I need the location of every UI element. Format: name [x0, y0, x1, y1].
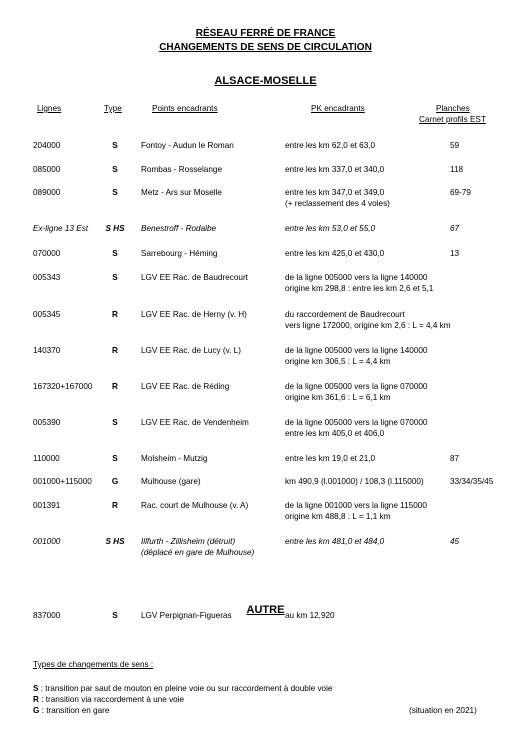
- header-pk: PK encadrants: [311, 104, 365, 113]
- type-cell-line: S HS: [105, 224, 125, 233]
- planche-cell-line: 45: [450, 537, 460, 546]
- type-cell-line: R: [112, 310, 118, 319]
- type-cell-line: S: [112, 454, 118, 463]
- points-cell: [141, 453, 207, 464]
- pk-cell-line: entre les km 425,0 et 430,0: [285, 249, 385, 258]
- points-cell: [141, 309, 247, 320]
- section-heading-autre: AUTRE: [246, 604, 285, 616]
- type-cell-line: R: [112, 382, 118, 391]
- type-cell: [100, 248, 130, 259]
- ligne-cell-line: 070000: [33, 249, 61, 258]
- planche-cell: [450, 223, 459, 234]
- points-cell: [141, 272, 248, 283]
- points-cell-line: Molsheim - Mutzig: [141, 454, 208, 463]
- planche-cell: [450, 536, 459, 547]
- pk-cell: [285, 453, 375, 464]
- type-cell-line: S: [112, 141, 118, 150]
- points-cell: [141, 381, 229, 392]
- planche-cell-line: 67: [450, 224, 460, 233]
- ligne-cell: [33, 453, 60, 464]
- type-cell-line: R: [112, 501, 118, 510]
- type-cell: [100, 610, 130, 621]
- ligne-cell-line: 085000: [33, 165, 61, 174]
- ligne-cell-line: 089000: [33, 188, 61, 197]
- pk-cell: [285, 345, 427, 367]
- planche-cell-line: 59: [450, 141, 460, 150]
- planche-cell-line: 13: [450, 249, 460, 258]
- type-cell: [100, 187, 130, 198]
- doc-title-line1: RÉSEAU FERRÉ DE FRANCE: [195, 28, 336, 39]
- points-cell: [141, 223, 216, 234]
- pk-cell-line: (+ reclassement des 4 voies): [285, 199, 390, 208]
- points-cell: [141, 140, 234, 151]
- type-cell-line: S: [112, 273, 118, 282]
- pk-cell: [285, 536, 384, 547]
- legend-text: : transition via raccordement à une voie: [38, 695, 185, 704]
- type-cell: [100, 453, 130, 464]
- pk-cell: [285, 248, 384, 259]
- type-cell: [100, 309, 130, 320]
- type-cell-line: R: [112, 346, 118, 355]
- points-cell-line: LGV EE Rac. de Réding: [141, 382, 230, 391]
- pk-cell: [285, 417, 427, 439]
- pk-cell-line: origine km 298,8 : entre les km 2,6 et 5,1: [285, 284, 434, 293]
- pk-cell-line: origine km 306,5 : L = 4,4 km: [285, 357, 391, 366]
- pk-cell-line: du raccordement de Baudrecourt: [285, 310, 405, 319]
- type-cell: [100, 164, 130, 175]
- planche-cell: [450, 140, 459, 151]
- pk-cell-line: de la ligne 005000 vers la ligne 070000: [285, 418, 428, 427]
- type-cell-line: G: [111, 477, 119, 486]
- type-cell-line: S: [112, 188, 118, 197]
- pk-cell-line: entre les km 405,0 et 406,0: [285, 429, 385, 438]
- legend-code: G: [33, 706, 40, 715]
- planche-cell-line: 87: [450, 454, 460, 463]
- doc-title-line2: CHANGEMENTS DE SENS DE CIRCULATION: [159, 42, 372, 53]
- planche-cell-line: 118: [450, 165, 464, 174]
- points-cell-line: LGV EE Rac. de Baudrecourt: [141, 273, 248, 282]
- header-points: Points encadrants: [152, 104, 218, 113]
- ligne-cell-line: 001000: [33, 537, 61, 546]
- pk-cell-line: origine km 361,6 : L = 6,1 km: [285, 393, 391, 402]
- legend-code: R: [33, 695, 39, 704]
- pk-cell-line: de la ligne 005000 vers la ligne 140000: [285, 346, 428, 355]
- type-cell-line: S: [112, 249, 118, 258]
- pk-cell-line: vers ligne 172000, origine km 2,6 : L = 4,4 km: [285, 321, 451, 330]
- planche-cell: [450, 164, 463, 175]
- type-cell: [100, 140, 130, 151]
- type-cell: [100, 500, 130, 511]
- points-cell: [141, 536, 254, 558]
- pk-cell-line: entre les km 481,0 et 484,0: [285, 537, 385, 546]
- ligne-cell-line: 140370: [33, 346, 61, 355]
- pk-cell-line: entre les km 337,0 et 340,0: [285, 165, 385, 174]
- points-cell: [141, 417, 249, 428]
- ligne-cell-line: 001391: [33, 501, 61, 510]
- type-cell-line: S: [112, 418, 118, 427]
- points-cell-line: Rac. court de Mulhouse (v. A): [141, 501, 249, 510]
- ligne-cell-line: Ex-ligne 13 Est: [33, 224, 89, 233]
- planche-cell: [450, 453, 459, 464]
- planche-cell-line: 33/34/35/45: [450, 477, 494, 486]
- ligne-cell: [33, 345, 60, 356]
- header-planches: Planches: [436, 104, 470, 113]
- header-carnet: Carnet profils EST: [419, 115, 486, 124]
- type-cell-line: S: [112, 165, 118, 174]
- pk-cell-line: de la ligne 001000 vers la ligne 115000: [285, 501, 427, 510]
- points-cell: [141, 187, 222, 198]
- legend-title: Types de changements de sens :: [33, 660, 154, 669]
- pk-cell-line: km 490,9 (l.001000) / 108,3 (l.115000): [285, 477, 424, 486]
- type-cell-line: S HS: [105, 537, 125, 546]
- type-cell-line: S: [112, 611, 118, 620]
- region-heading: ALSACE-MOSELLE: [214, 75, 317, 87]
- ligne-cell: [33, 536, 60, 547]
- ligne-cell-line: 005390: [33, 418, 61, 427]
- points-cell-line: Rombas - Rosselange: [141, 165, 223, 174]
- type-cell: [100, 381, 130, 392]
- pk-cell-line: au km 12,920: [285, 611, 335, 620]
- type-cell: [100, 345, 130, 356]
- ligne-cell-line: 005345: [33, 310, 61, 319]
- points-cell-line: Benestroff - Rodalbe: [141, 224, 217, 233]
- pk-cell-line: de la ligne 005000 vers la ligne 140000: [285, 273, 428, 282]
- ligne-cell: [33, 164, 60, 175]
- legend-item: [33, 684, 333, 694]
- situation-note: (situation en 2021): [409, 706, 477, 715]
- type-cell: [100, 272, 130, 283]
- planche-cell-line: 69-79: [450, 188, 471, 197]
- legend-text: : transition en gare: [39, 706, 110, 715]
- ligne-cell: [33, 381, 92, 392]
- points-cell-line: LGV EE Rac. de Lucy (v. L): [141, 346, 241, 355]
- pk-cell: [285, 309, 451, 331]
- points-cell-line: Sarrebourg - Héming: [141, 249, 218, 258]
- planche-cell: [450, 476, 493, 487]
- pk-cell: [285, 476, 424, 487]
- ligne-cell: [33, 187, 60, 198]
- pk-cell-line: origine km 488,8 : L = 1,1 km: [285, 512, 391, 521]
- ligne-cell-line: 837000: [33, 611, 61, 620]
- points-cell-line: Mulhouse (gare): [141, 477, 201, 486]
- legend-item: [33, 706, 109, 716]
- points-cell: [141, 248, 217, 259]
- ligne-cell-line: 110000: [33, 454, 60, 463]
- points-cell-line: (déplacé en gare de Mulhouse): [141, 548, 255, 557]
- pk-cell: [285, 187, 390, 209]
- pk-cell-line: de la ligne 005000 vers la ligne 070000: [285, 382, 428, 391]
- type-cell: [100, 536, 130, 547]
- ligne-cell: [33, 248, 60, 259]
- ligne-cell: [33, 272, 60, 283]
- ligne-cell: [33, 610, 60, 621]
- pk-cell: [285, 223, 375, 234]
- points-cell-line: Metz - Ars sur Moselle: [141, 188, 222, 197]
- points-cell: [141, 500, 248, 511]
- points-cell-line: LGV EE Rac. de Vendenheim: [141, 418, 249, 427]
- ligne-cell-line: 001000+115000: [33, 477, 92, 486]
- ligne-cell-line: 204000: [33, 141, 61, 150]
- planche-cell: [450, 248, 459, 259]
- points-cell-line: Fontoy - Audun le Roman: [141, 141, 234, 150]
- pk-cell: [285, 610, 335, 621]
- pk-cell-line: entre les km 347,0 et 349,0: [285, 188, 385, 197]
- ligne-cell: [33, 476, 92, 487]
- ligne-cell: [33, 417, 60, 428]
- type-cell: [100, 223, 130, 234]
- ligne-cell: [33, 500, 60, 511]
- header-lignes: Lignes: [37, 104, 62, 113]
- points-cell-line: Illfurth - Zillisheim (détruit): [141, 537, 236, 546]
- planche-cell: [450, 187, 471, 198]
- pk-cell-line: entre les km 53,0 et 55,0: [285, 224, 376, 233]
- legend-item: [33, 695, 184, 705]
- pk-cell-line: entre les km 19,0 et 21,0: [285, 454, 376, 463]
- pk-cell: [285, 164, 384, 175]
- ligne-cell: [33, 309, 60, 320]
- pk-cell: [285, 140, 375, 151]
- legend-code: S: [33, 684, 39, 693]
- pk-cell: [285, 381, 427, 403]
- ligne-cell-line: 005343: [33, 273, 61, 282]
- header-type: Type: [104, 104, 122, 113]
- points-cell-line: LGV EE Rac. de Herny (v. H): [141, 310, 247, 319]
- ligne-cell-line: 167320+167000: [33, 382, 93, 391]
- pk-cell: [285, 500, 427, 522]
- points-cell: [141, 476, 201, 487]
- ligne-cell: [33, 140, 60, 151]
- pk-cell-line: entre les km 62,0 et 63,0: [285, 141, 376, 150]
- points-cell-line: LGV Perpignan-Figueras: [141, 611, 232, 620]
- ligne-cell: [33, 223, 88, 234]
- type-cell: [100, 417, 130, 428]
- points-cell: [141, 164, 222, 175]
- legend-text: : transition par saut de mouton en pleine voie ou sur raccordement à double voie: [38, 684, 333, 693]
- points-cell: [141, 345, 241, 356]
- points-cell: [141, 610, 232, 621]
- pk-cell: [285, 272, 433, 294]
- type-cell: [100, 476, 130, 487]
